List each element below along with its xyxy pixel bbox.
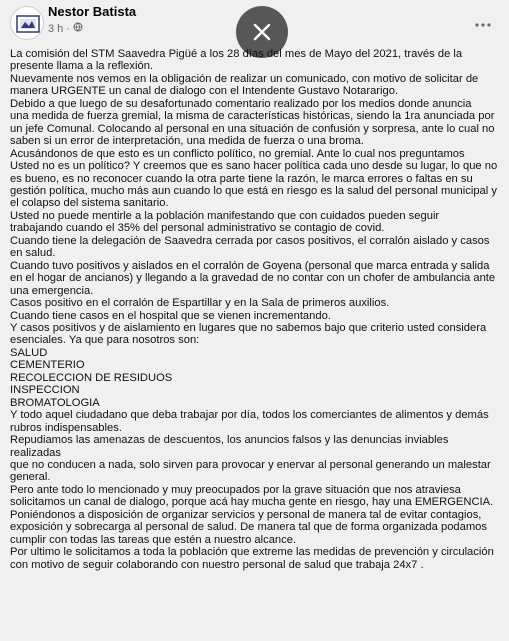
post-text-line: rubros indispensables. <box>10 421 122 434</box>
post-text-line: cumplir con todas las tareas que estén a nuestro alcance. <box>10 533 297 546</box>
post-text-line: esenciales. Ya que para nosotros son: <box>10 334 200 347</box>
post-text-line: BROMATOLOGIA <box>10 396 100 409</box>
avatar[interactable] <box>10 6 44 40</box>
post-text-line: manera URGENTE un canal de dialogo con el Intendente Gustavo Notararigo. <box>10 85 399 98</box>
post-text-line: Cuando tiene la delegación de Saavedra cerrada por casos positivos, el corralón aislado y casos <box>10 234 490 247</box>
post-text-line: presente llama a la reflexión. <box>10 60 154 73</box>
post-text-line: INSPECCION <box>10 384 80 397</box>
post-text-line: Por ultimo le solicitamos a toda la población que extreme las medidas de prevención y circulación <box>10 546 494 559</box>
post-text-line: SALUD <box>10 346 48 359</box>
post-text-line: RECOLECCION DE RESIDUOS <box>10 371 173 384</box>
post-text-line: que no conducen a nada, solo sirven para provocar y enervar al personal generando un malestar <box>10 458 491 471</box>
post-text-line: Y todo aquel ciudadano que deba trabajar por día, todos los comerciantes de alimentos y demás <box>10 409 489 422</box>
close-icon <box>253 23 271 41</box>
post-text-line: un jefe Comunal. Colocando al personal en una situación de confusión y sorpresa, ante lo cual no <box>10 122 495 135</box>
post-text-line: Poniéndonos a disposición de organizar servicios y personal de manera tal de evitar contagios, <box>10 508 482 521</box>
post-text-line: Nuevamente nos vemos en la obligación de realizar un comunicado, con motivo de solicitar de <box>10 72 479 85</box>
post-text-line: Usted no es un político? Y creemos que es sano hacer política cada uno desde su lugar, lo que no <box>10 160 498 173</box>
meta-separator: · <box>66 22 70 35</box>
post-text-line: CEMENTERIO <box>10 359 85 372</box>
post-time[interactable]: 3 h <box>48 22 64 35</box>
post-text-line: Repudiamos las amenazas de descuentos, los anuncios falsos y las denuncias inviables realizadas <box>10 434 449 459</box>
post-text-line: La comisión del STM Saavedra Pigüé a los 28 días del mes de Mayo del 2021, través de la <box>10 48 463 60</box>
author-name[interactable]: Nestor Batista <box>48 4 137 19</box>
post-text-line: Debido a que luego de su desafortunado comentario realizado por los medios donde anuncia <box>10 97 472 110</box>
post-text-line: Cuando tiene casos en el hospital que se vienen incrementando. <box>10 309 331 322</box>
post-text-line: el colapso del sistema sanitario. <box>10 197 169 210</box>
post-text-line: trabajando cuando el 35% del personal administrativo se contagio de covid. <box>10 222 385 235</box>
post-text-line: Cuando tuvo positivos y aislados en el corralón de Goyena (personal que marca entrada y salida <box>10 259 490 272</box>
post-text-line: general. <box>10 471 51 484</box>
post-text-line: Acusándonos de que esto es un conflicto político, no gremial. Ante lo cual nos preguntamos <box>10 147 465 160</box>
post-text-line: Usted no puede mentirle a la población manifestando que con cuidados pueden seguir <box>10 209 440 222</box>
post-text-line: una medida de fuerza gremial, la misma de características históricas, siendo la 1ra anunciada por <box>10 110 495 123</box>
post-text-line: con motivo de seguir colaborando con nuestro personal de salud que trabaja 24x7 . <box>10 558 424 571</box>
post-text-line: en el hogar de ancianos) y llegando a la gravedad de no contar con un chofer de ambulancia ante <box>10 272 496 285</box>
ellipsis-icon <box>475 23 491 27</box>
post-text-line: es bueno, es no reconocer cuando la otra parte tiene la razón, le marca errores o faltas en su <box>10 172 473 185</box>
post-text <box>10 48 500 571</box>
post-text-line: gestión política, mucho más aun cuando lo que está en riesgo es la salud del personal municipal y <box>10 184 497 197</box>
globe-icon <box>73 22 83 35</box>
post-text-line: Casos positivo en el corralón de Espartillar y en la Sala de primeros auxilios. <box>10 297 390 310</box>
post-text-line: Pero ante todo lo mencionado y muy preocupados por la grave situación que nos atraviesa <box>10 483 461 496</box>
post-text-line: saben si un error de interpretación, una medida de fuerza o una broma. <box>10 135 364 148</box>
more-options-button[interactable] <box>475 14 491 32</box>
post-text-line: Y casos positivos y de aislamiento en lugares que no sabemos bajo que criterio usted considera <box>10 321 487 334</box>
post-meta <box>48 22 83 35</box>
post-text-line: exposición y sobrecarga al personal de salud. De manera tal que de forma organizada podamos <box>10 521 487 534</box>
post-text-line: una emergencia. <box>10 284 94 297</box>
post-text-line: solicitamos un canal de dialogo, porque acá hay mucha gente en riesgo, hay una EMERGENCIA. <box>10 496 494 509</box>
post-text-line: en salud. <box>10 247 56 260</box>
